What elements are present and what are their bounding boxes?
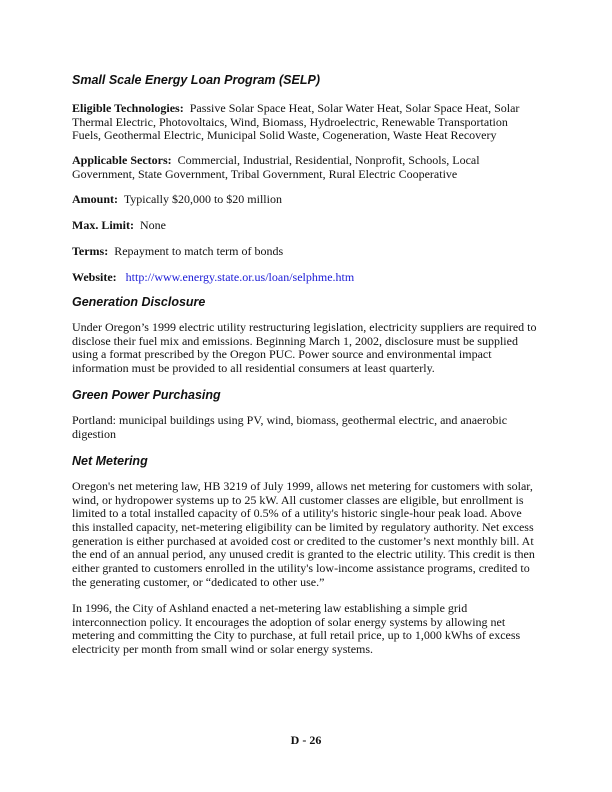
text-line: digestion	[72, 426, 116, 441]
text-line: disclose their fuel mix and emissions. Beginning March 1, 2002, disclosure must be supplied	[72, 333, 518, 348]
eligible-label: Eligible Technologies:	[72, 101, 184, 115]
generation-heading: Generation Disclosure	[72, 295, 206, 309]
max-limit	[72, 219, 166, 233]
text-line: limited to a total installed capacity of 0.5% of a utility's historic single-hour peak load. Above	[72, 506, 522, 521]
website	[72, 271, 354, 285]
amount-value: Typically $20,000 to $20 million	[123, 192, 282, 206]
generation-paragraph	[72, 321, 537, 376]
net-metering-paragraph-2	[72, 602, 520, 657]
selp-heading: Small Scale Energy Loan Program (SELP)	[72, 73, 320, 87]
page-number: D - 26	[290, 733, 322, 747]
text-line: Oregon's net metering law, HB 3219 of July 1999, allows net metering for customers with solar,	[72, 479, 533, 493]
text-line: In 1996, the City of Ashland enacted a net-metering law establishing a simple grid	[72, 601, 468, 615]
text-line: the end of an annual period, any unused credit is granted to the electric utility. This credit is then	[72, 547, 535, 562]
amount-label: Amount:	[72, 192, 119, 206]
amount	[72, 193, 282, 207]
website-link[interactable]: http://www.energy.state.or.us/loan/selphme.htm	[125, 270, 355, 284]
terms-label: Terms:	[72, 244, 109, 258]
net-metering-heading: Net Metering	[72, 454, 148, 468]
text-line: information must be provided to all residential consumers at least quarterly.	[72, 361, 435, 376]
text-line: metering and committing the City to purchase, at full retail price, up to 1,000 kWhs of excess	[72, 628, 521, 643]
eligible-technologies	[72, 102, 519, 143]
max-value: None	[140, 218, 166, 232]
terms	[72, 245, 283, 259]
text-line: interconnection policy. It encourages the adoption of solar energy systems by allowing net	[72, 614, 506, 629]
text-line: the generating customer, or “dedicated to other use.”	[72, 574, 325, 589]
applicable-sectors	[72, 154, 480, 181]
text-line: using a format prescribed by the Oregon PUC. Power source and environmental impact	[72, 347, 492, 362]
text-line: Thermal Electric, Photovoltaics, Wind, Biomass, Hydroelectric, Renewable Transportation	[72, 114, 508, 129]
max-label: Max. Limit:	[72, 218, 134, 232]
text-line: this installed capacity, net-metering eligibility can be limited by regulatory authority. Net excess	[72, 520, 534, 535]
text-line: electricity per month from small wind or solar energy systems.	[72, 642, 374, 657]
terms-value: Repayment to match term of bonds	[114, 244, 284, 258]
text-line: Commercial, Industrial, Residential, Nonprofit, Schools, Local	[177, 153, 480, 167]
text-line: Under Oregon’s 1999 electric utility restructuring legislation, electricity suppliers are required to	[72, 320, 537, 334]
sectors-label: Applicable Sectors:	[72, 153, 172, 167]
green-power-heading: Green Power Purchasing	[72, 388, 221, 402]
text-line: Fuels, Geothermal Electric, Municipal Solid Waste, Cogeneration, Waste Heat Recovery	[72, 128, 497, 143]
net-metering-paragraph-1	[72, 480, 535, 590]
text-line: either granted to customers enrolled in the utility's low-income assistance programs, credited to	[72, 561, 530, 576]
text-line: Portland: municipal buildings using PV, wind, biomass, geothermal electric, and anaerobic	[72, 413, 508, 427]
text-line: Passive Solar Space Heat, Solar Water Heat, Solar Space Heat, Solar	[189, 101, 520, 115]
website-label: Website:	[72, 270, 117, 284]
green-power-paragraph	[72, 414, 507, 441]
text-line: Government, State Government, Tribal Government, Rural Electric Cooperative	[72, 166, 458, 181]
text-line: wind, or hydropower systems up to 25 kW. All customer classes are eligible, but enrollment is	[72, 492, 524, 507]
text-line: generation is either purchased at avoided cost or credited to the customer’s next monthly bill. At	[72, 533, 534, 548]
